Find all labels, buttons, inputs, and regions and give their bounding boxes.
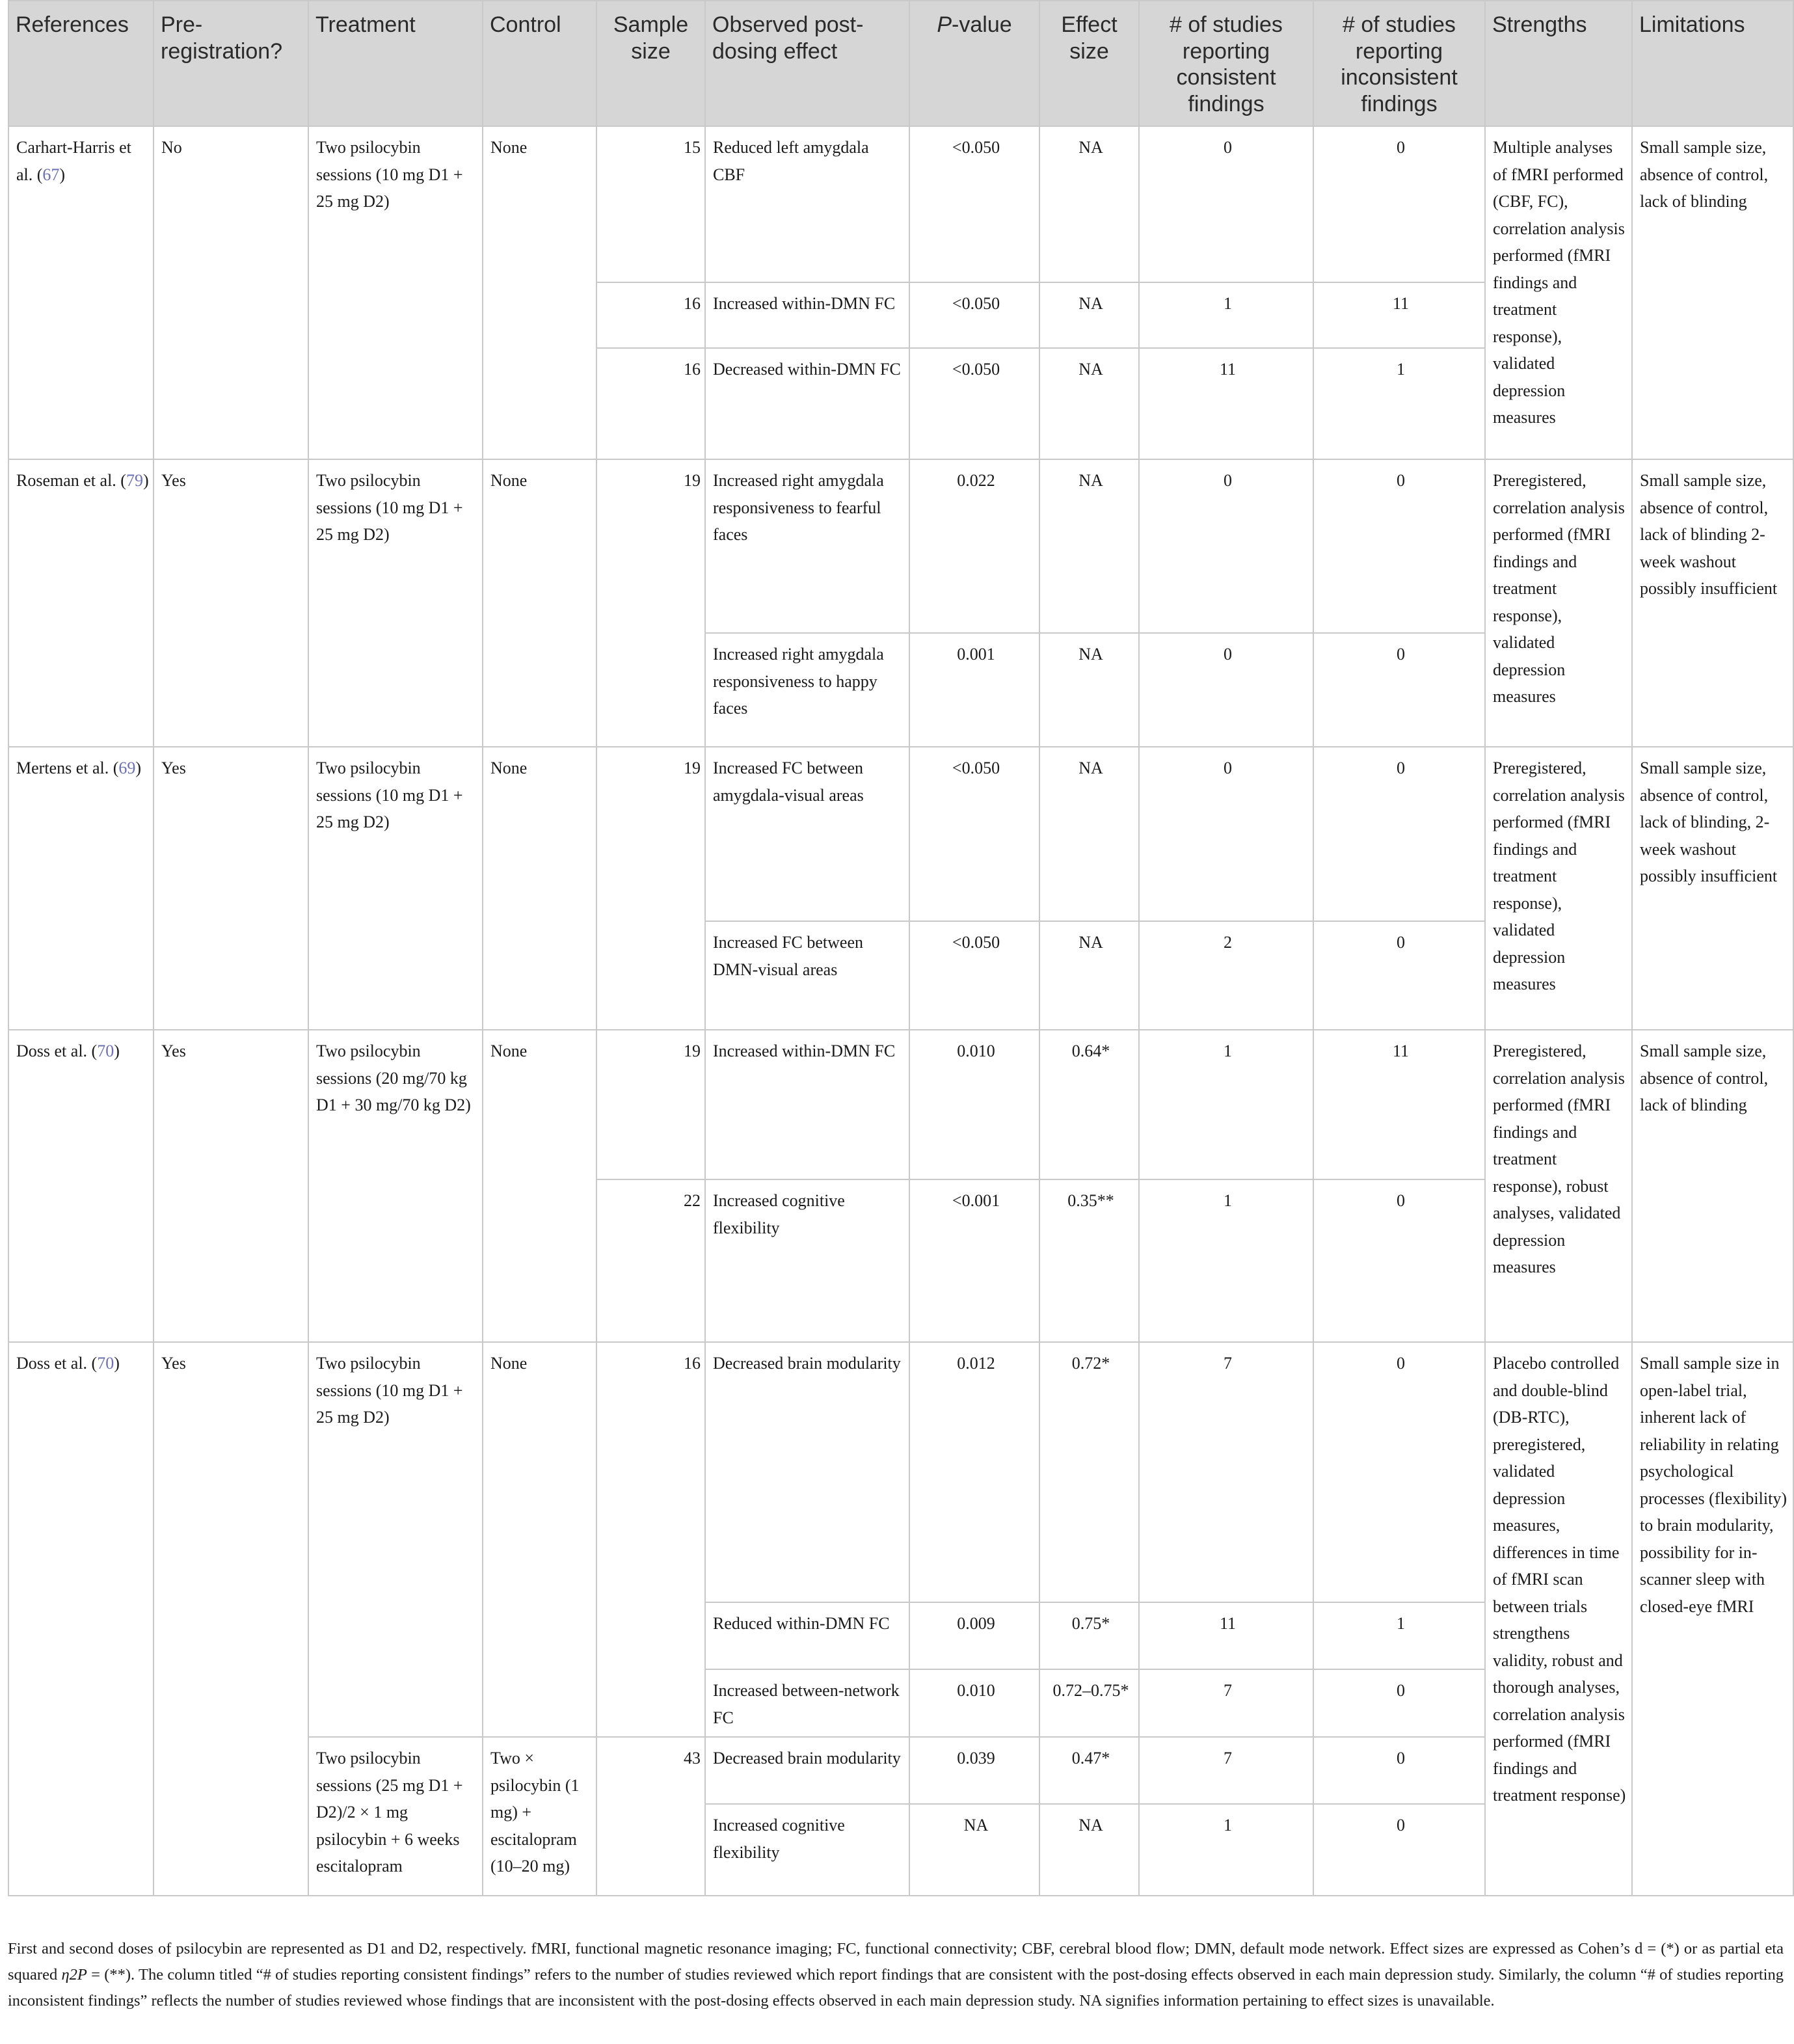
consistent-value: 7 (1224, 1681, 1232, 1700)
consistent-cell (1139, 1737, 1313, 1804)
sample-size-cell (596, 1737, 705, 1896)
inconsistent-value: 0 (1397, 933, 1405, 952)
effect-size-value: 0.35** (1067, 1191, 1114, 1210)
reference-cell (8, 126, 154, 459)
reference-cell (8, 1342, 154, 1896)
effect-size-value: NA (1078, 1816, 1103, 1835)
sample-size-cell (596, 1342, 705, 1737)
reference-cell (8, 459, 154, 747)
inconsistent-cell (1313, 459, 1485, 633)
consistent-value: 11 (1219, 360, 1237, 379)
header-p-letter: P (937, 12, 952, 37)
effect-cell (705, 459, 909, 633)
effect-size-cell (1039, 126, 1139, 282)
table-row (8, 1030, 1793, 1179)
header-consistent-label: # of studies reporting consistent findings (1170, 12, 1283, 116)
header-strengths-label: Strengths (1492, 12, 1587, 37)
control-cell (483, 1342, 596, 1737)
treatment-cell (308, 126, 483, 459)
reference-author: Carhart-Harris et al. ( (16, 138, 131, 184)
p-value: 0.009 (957, 1614, 995, 1633)
inconsistent-cell (1313, 126, 1485, 282)
sample-size-cell (596, 1030, 705, 1179)
table-row (8, 747, 1793, 921)
header-p-value (909, 1, 1039, 126)
treatment-value: Two psilocybin sessions (10 mg D1 + 25 mg D2) (316, 1354, 463, 1427)
reference-author: Doss et al. ( (16, 1042, 98, 1060)
effect-cell (705, 921, 909, 1030)
sample-size-cell (596, 126, 705, 282)
effect-cell (705, 747, 909, 921)
strengths-value: Placebo controlled and double-blind (DB-RTC), preregistered, validated depression measures, differences in time of fMRI scan between trials strengthens validity, robust and thorough analyses, correlation analysis performed (fMRI findings and treatment response) (1493, 1354, 1626, 1805)
table-row (8, 126, 1793, 282)
preregistration-value: Yes (161, 1354, 186, 1373)
consistent-cell (1139, 1602, 1313, 1669)
inconsistent-value: 0 (1397, 1354, 1405, 1373)
consistent-value: 0 (1224, 645, 1232, 664)
p-value: 0.010 (957, 1681, 995, 1700)
treatment-cell (308, 1737, 483, 1896)
consistent-value: 0 (1224, 759, 1232, 777)
effect-value: Increased right amygdala responsiveness to happy faces (713, 645, 884, 718)
sample-size-cell (596, 459, 705, 747)
sample-size-value: 16 (684, 360, 701, 379)
inconsistent-cell (1313, 921, 1485, 1030)
effect-size-cell (1039, 921, 1139, 1030)
header-p-value-label (910, 1, 1039, 38)
reference-link[interactable]: 79 (126, 471, 143, 490)
strengths-cell (1485, 1342, 1632, 1896)
limitations-value: Small sample size in open-label trial, inherent lack of reliability in relating psychological processes (flexibility) to brain modularity, possibility for in-scanner sleep with closed-eye fMRI (1640, 1354, 1787, 1616)
header-control-label: Control (490, 12, 561, 37)
effect-size-cell (1039, 1179, 1139, 1342)
reference-link[interactable]: 70 (97, 1042, 114, 1060)
effect-cell (705, 126, 909, 282)
effect-size-value: NA (1078, 759, 1103, 777)
p-value-cell (909, 1804, 1039, 1896)
preregistration-value: No (161, 138, 182, 157)
treatment-value: Two psilocybin sessions (10 mg D1 + 25 mg D2) (316, 138, 463, 211)
effect-size-cell (1039, 633, 1139, 747)
control-cell (483, 1737, 596, 1896)
effect-size-value: NA (1078, 138, 1103, 157)
effect-value: Increased cognitive flexibility (713, 1816, 845, 1862)
reference-link[interactable]: 69 (118, 759, 136, 777)
inconsistent-value: 1 (1397, 1614, 1405, 1633)
limitations-value: Small sample size, absence of control, lack of blinding, 2-week washout possibly insufficient (1640, 759, 1778, 885)
consistent-cell (1139, 1030, 1313, 1179)
reference-link[interactable]: 67 (42, 165, 60, 184)
preregistration-value: Yes (161, 1042, 186, 1060)
consistent-cell (1139, 1342, 1313, 1602)
p-value-cell (909, 747, 1039, 921)
sample-size-value: 19 (684, 1042, 701, 1060)
effect-cell (705, 348, 909, 459)
header-effect-size (1039, 1, 1139, 126)
p-value: <0.050 (952, 759, 1000, 777)
effect-value: Increased cognitive flexibility (713, 1191, 845, 1237)
effect-size-cell (1039, 747, 1139, 921)
effect-size-value: NA (1078, 471, 1103, 490)
control-cell (483, 1030, 596, 1342)
treatment-value: Two psilocybin sessions (25 mg D1 + D2)/2 × 1 mg psilocybin + 6 weeks escitalopram (316, 1749, 463, 1876)
reference-close: ) (114, 1042, 120, 1060)
inconsistent-cell (1313, 633, 1485, 747)
consistent-cell (1139, 348, 1313, 459)
effect-value: Increased between-network FC (713, 1681, 900, 1727)
consistent-cell (1139, 459, 1313, 633)
footnote-part-1: First and second doses of psilocybin are represented as D1 and D2, respectively. fMRI, functional magnetic resonance imaging; FC, functional connectivity; CBF, cerebral blood flow; DMN, default mode network. Effect sizes are expressed as Cohen’s d = (*) or as partial eta squared (8, 1940, 1784, 1983)
inconsistent-value: 0 (1397, 1749, 1405, 1768)
effect-size-value: 0.47* (1071, 1749, 1110, 1768)
inconsistent-value: 11 (1392, 294, 1410, 313)
footnote-part-2: = (**). The column titled “# of studies reporting consistent findings” refers to the number of studies reviewed which report findings that are consistent with the post-dosing effects observed in each main depression study. Similarly, the column “# of studies reporting inconsistent findings” reflects the number of studies reviewed whose findings that are inconsistent with the post-dosing effects observed in each main depression study. NA signifies information pertaining to effect sizes is unavailable. (8, 1966, 1784, 2010)
sample-size-cell (596, 1179, 705, 1342)
control-value: None (490, 1042, 528, 1060)
consistent-cell (1139, 1179, 1313, 1342)
limitations-cell (1632, 459, 1793, 747)
page (8, 0, 1793, 1896)
effect-cell (705, 1030, 909, 1179)
p-value-cell (909, 126, 1039, 282)
header-row (8, 1, 1793, 126)
inconsistent-value: 0 (1397, 759, 1405, 777)
consistent-value: 2 (1224, 933, 1232, 952)
p-value-cell (909, 459, 1039, 633)
effect-size-value: 0.75* (1071, 1614, 1110, 1633)
strengths-value: Preregistered, correlation analysis performed (fMRI findings and treatment response), robust analyses, validated depression measures (1493, 1042, 1625, 1276)
effect-value: Reduced left amygdala CBF (713, 138, 869, 184)
consistent-value: 11 (1219, 1614, 1237, 1633)
header-limitations (1632, 1, 1793, 126)
control-value: Two × psilocybin (1 mg) + escitalopram (10–20 mg) (490, 1749, 580, 1876)
header-inconsistent (1313, 1, 1485, 126)
consistent-value: 0 (1224, 471, 1232, 490)
treatment-cell (308, 1030, 483, 1342)
effect-cell (705, 1342, 909, 1602)
effect-cell (705, 633, 909, 747)
p-value-cell (909, 633, 1039, 747)
reference-close: ) (142, 471, 149, 490)
effect-size-value: 0.64* (1071, 1042, 1110, 1060)
sample-size-value: 19 (684, 759, 701, 777)
reference-cell (8, 1030, 154, 1342)
effect-value: Reduced within-DMN FC (713, 1614, 890, 1633)
sample-size-value: 15 (684, 138, 701, 157)
reference-author: Mertens et al. ( (16, 759, 119, 777)
strengths-cell (1485, 126, 1632, 459)
effect-value: Increased FC between amygdala-visual areas (713, 759, 864, 805)
consistent-value: 1 (1224, 294, 1232, 313)
preregistration-cell (154, 1342, 308, 1896)
inconsistent-cell (1313, 1804, 1485, 1896)
effect-size-cell (1039, 348, 1139, 459)
effect-value: Decreased within-DMN FC (713, 360, 901, 379)
preregistration-cell (154, 459, 308, 747)
strengths-cell (1485, 747, 1632, 1030)
p-value-cell (909, 1030, 1039, 1179)
control-cell (483, 747, 596, 1030)
header-effect-label: Observed post-dosing effect (712, 12, 864, 64)
sample-size-value: 16 (684, 294, 701, 313)
p-value: 0.010 (957, 1042, 995, 1060)
inconsistent-value: 11 (1392, 1042, 1410, 1060)
limitations-cell (1632, 1342, 1793, 1896)
sample-size-value: 16 (684, 1354, 701, 1373)
p-value: <0.050 (952, 138, 1000, 157)
effect-size-cell (1039, 1602, 1139, 1669)
p-value: 0.022 (957, 471, 995, 490)
reference-link[interactable]: 70 (97, 1354, 114, 1373)
inconsistent-cell (1313, 1030, 1485, 1179)
consistent-cell (1139, 1669, 1313, 1737)
table-footnote (8, 1936, 1784, 2014)
treatment-cell (308, 747, 483, 1030)
effect-size-cell (1039, 1342, 1139, 1602)
inconsistent-value: 0 (1397, 1816, 1405, 1835)
effect-value: Increased right amygdala responsiveness to fearful faces (713, 471, 884, 544)
consistent-value: 0 (1224, 138, 1232, 157)
limitations-cell (1632, 1030, 1793, 1342)
control-value: None (490, 471, 528, 490)
preregistration-cell (154, 126, 308, 459)
header-sample-size (596, 1, 705, 126)
header-treatment-label: Treatment (315, 12, 416, 37)
treatment-cell (308, 1342, 483, 1737)
control-value: None (490, 759, 528, 777)
p-value: <0.050 (952, 360, 1000, 379)
preregistration-value: Yes (161, 759, 186, 777)
reference-author: Roseman et al. ( (16, 471, 126, 490)
header-control (483, 1, 596, 126)
effect-size-value: NA (1078, 645, 1103, 664)
consistent-cell (1139, 126, 1313, 282)
effect-size-cell (1039, 1804, 1139, 1896)
effect-size-cell (1039, 1030, 1139, 1179)
inconsistent-value: 0 (1397, 138, 1405, 157)
header-preregistration-label: Pre-registration? (161, 12, 283, 64)
effect-cell (705, 1669, 909, 1737)
reference-author: Doss et al. ( (16, 1354, 98, 1373)
consistent-cell (1139, 747, 1313, 921)
effect-size-cell (1039, 1669, 1139, 1737)
consistent-cell (1139, 282, 1313, 348)
effect-size-cell (1039, 1737, 1139, 1804)
effect-size-value: 0.72–0.75* (1052, 1681, 1129, 1700)
inconsistent-cell (1313, 747, 1485, 921)
consistent-cell (1139, 633, 1313, 747)
header-references (8, 1, 154, 126)
sample-size-cell (596, 282, 705, 348)
header-effect (705, 1, 909, 126)
inconsistent-cell (1313, 1342, 1485, 1602)
strengths-value: Preregistered, correlation analysis performed (fMRI findings and treatment response), validated depression measures (1493, 759, 1625, 993)
p-value: <0.050 (952, 294, 1000, 313)
effect-cell (705, 1602, 909, 1669)
p-value: <0.001 (952, 1191, 1000, 1210)
effect-size-value: NA (1078, 360, 1103, 379)
treatment-cell (308, 459, 483, 747)
p-value-cell (909, 1602, 1039, 1669)
effect-cell (705, 282, 909, 348)
reference-close: ) (135, 759, 142, 777)
header-treatment (308, 1, 483, 126)
p-value: 0.039 (957, 1749, 995, 1768)
treatment-value: Two psilocybin sessions (10 mg D1 + 25 mg D2) (316, 471, 463, 544)
preregistration-cell (154, 747, 308, 1030)
effect-cell (705, 1179, 909, 1342)
inconsistent-value: 0 (1397, 1191, 1405, 1210)
inconsistent-value: 0 (1397, 645, 1405, 664)
effect-value: Decreased brain modularity (713, 1354, 901, 1373)
p-value-cell (909, 1669, 1039, 1737)
effect-size-cell (1039, 459, 1139, 633)
limitations-value: Small sample size, absence of control, lack of blinding 2-week washout possibly insufficient (1640, 471, 1778, 598)
p-value-cell (909, 282, 1039, 348)
inconsistent-cell (1313, 1737, 1485, 1804)
consistent-value: 1 (1224, 1816, 1232, 1835)
p-value: <0.050 (952, 933, 1000, 952)
p-value-cell (909, 1737, 1039, 1804)
reference-cell (8, 747, 154, 1030)
strengths-cell (1485, 1030, 1632, 1342)
header-preregistration (154, 1, 308, 126)
inconsistent-cell (1313, 1602, 1485, 1669)
inconsistent-cell (1313, 348, 1485, 459)
consistent-value: 1 (1224, 1191, 1232, 1210)
header-p-rest: -value (952, 12, 1012, 37)
inconsistent-value: 0 (1397, 1681, 1405, 1700)
header-sample-size-label: Sample size (613, 12, 689, 64)
consistent-cell (1139, 1804, 1313, 1896)
limitations-cell (1632, 747, 1793, 1030)
p-value: NA (963, 1816, 989, 1835)
effect-value: Decreased brain modularity (713, 1749, 901, 1768)
control-cell (483, 459, 596, 747)
consistent-value: 7 (1224, 1354, 1232, 1373)
inconsistent-value: 1 (1397, 360, 1405, 379)
footnote-eta: η2P (61, 1966, 87, 1983)
effect-size-cell (1039, 282, 1139, 348)
inconsistent-value: 0 (1397, 471, 1405, 490)
p-value: 0.001 (957, 645, 995, 664)
sample-size-cell (596, 747, 705, 1030)
control-value: None (490, 1354, 528, 1373)
p-value: 0.012 (957, 1354, 995, 1373)
effect-value: Increased FC between DMN-visual areas (713, 933, 864, 979)
preregistration-cell (154, 1030, 308, 1342)
treatment-value: Two psilocybin sessions (10 mg D1 + 25 mg D2) (316, 759, 463, 831)
reference-close: ) (59, 165, 66, 184)
effect-cell (705, 1737, 909, 1804)
strengths-value: Multiple analyses of fMRI performed (CBF, FC), correlation analysis performed (fMRI findings and treatment response), validated depression measures (1493, 138, 1625, 427)
control-cell (483, 126, 596, 459)
sample-size-value: 19 (684, 471, 701, 490)
effect-size-value: 0.72* (1071, 1354, 1110, 1373)
p-value-cell (909, 1342, 1039, 1602)
preregistration-value: Yes (161, 471, 186, 490)
consistent-cell (1139, 921, 1313, 1030)
header-strengths (1485, 1, 1632, 126)
inconsistent-cell (1313, 1179, 1485, 1342)
inconsistent-cell (1313, 282, 1485, 348)
effect-value: Increased within-DMN FC (713, 1042, 896, 1060)
consistent-value: 7 (1224, 1749, 1232, 1768)
treatment-value: Two psilocybin sessions (20 mg/70 kg D1 + 30 mg/70 kg D2) (316, 1042, 471, 1114)
psilocybin-studies-table (8, 0, 1794, 1896)
table-row (8, 1342, 1793, 1602)
p-value-cell (909, 348, 1039, 459)
limitations-cell (1632, 126, 1793, 459)
p-value-cell (909, 1179, 1039, 1342)
sample-size-cell (596, 348, 705, 459)
sample-size-value: 22 (684, 1191, 701, 1210)
control-value: None (490, 138, 528, 157)
p-value-cell (909, 921, 1039, 1030)
effect-size-value: NA (1078, 933, 1103, 952)
strengths-cell (1485, 459, 1632, 747)
reference-close: ) (114, 1354, 120, 1373)
table-row (8, 459, 1793, 633)
header-limitations-label: Limitations (1639, 12, 1745, 37)
consistent-value: 1 (1224, 1042, 1232, 1060)
sample-size-value: 43 (684, 1749, 701, 1768)
limitations-value: Small sample size, absence of control, lack of blinding (1640, 1042, 1769, 1114)
inconsistent-cell (1313, 1669, 1485, 1737)
strengths-value: Preregistered, correlation analysis performed (fMRI findings and treatment response), validated depression measures (1493, 471, 1625, 706)
header-inconsistent-label: # of studies reporting inconsistent findings (1341, 12, 1458, 116)
limitations-value: Small sample size, absence of control, lack of blinding (1640, 138, 1769, 211)
header-effect-size-label: Effect size (1061, 12, 1118, 64)
header-references-label: References (16, 12, 129, 37)
effect-size-value: NA (1078, 294, 1103, 313)
effect-cell (705, 1804, 909, 1896)
header-consistent (1139, 1, 1313, 126)
effect-value: Increased within-DMN FC (713, 294, 896, 313)
